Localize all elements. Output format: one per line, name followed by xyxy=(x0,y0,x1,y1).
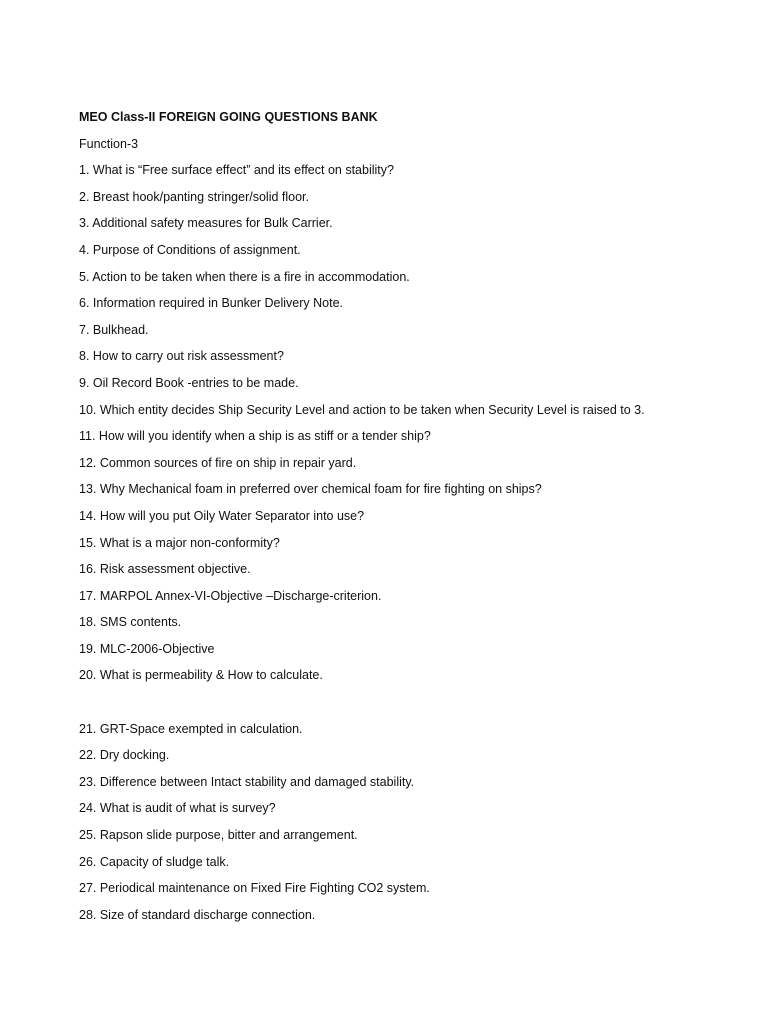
question-item: 19. MLC-2006-Objective xyxy=(79,641,215,656)
question-item: 17. MARPOL Annex-VI-Objective –Discharge-criterion. xyxy=(79,588,382,603)
question-item: 21. GRT-Space exempted in calculation. xyxy=(79,721,303,736)
question-item: 24. What is audit of what is survey? xyxy=(79,801,276,816)
question-item: 9. Oil Record Book -entries to be made. xyxy=(79,375,299,390)
question-item: 23. Difference between Intact stability and damaged stability. xyxy=(79,774,415,789)
document-subtitle: Function-3 xyxy=(79,136,139,151)
question-item: 14. How will you put Oily Water Separator into use? xyxy=(79,508,365,523)
question-item: 26. Capacity of sludge talk. xyxy=(79,854,230,869)
question-item: 7. Bulkhead. xyxy=(79,322,149,337)
question-item: 8. How to carry out risk assessment? xyxy=(79,349,284,364)
question-item: 28. Size of standard discharge connection. xyxy=(79,907,316,922)
question-item: 25. Rapson slide purpose, bitter and arrangement. xyxy=(79,828,358,843)
question-item: 12. Common sources of fire on ship in repair yard. xyxy=(79,455,357,470)
question-item: 18. SMS contents. xyxy=(79,615,182,630)
question-item: 5. Action to be taken when there is a fire in accommodation. xyxy=(79,269,410,284)
question-item: 6. Information required in Bunker Delivery Note. xyxy=(79,296,344,311)
question-item: 15. What is a major non-conformity? xyxy=(79,535,280,550)
question-item: 2. Breast hook/panting stringer/solid floor. xyxy=(79,189,309,204)
question-item: 4. Purpose of Conditions of assignment. xyxy=(79,242,301,257)
document-content xyxy=(79,109,739,933)
section-gap xyxy=(79,694,739,721)
question-item: 11. How will you identify when a ship is as stiff or a tender ship? xyxy=(79,429,431,444)
question-item: 20. What is permeability & How to calculate. xyxy=(79,668,323,683)
document-title: MEO Class-II FOREIGN GOING QUESTIONS BANK xyxy=(79,110,378,124)
question-item: 13. Why Mechanical foam in preferred over chemical foam for fire fighting on ships? xyxy=(79,482,542,497)
question-item: 1. What is “Free surface effect” and its effect on stability? xyxy=(79,163,394,178)
question-item: 3. Additional safety measures for Bulk Carrier. xyxy=(79,216,333,231)
question-item: 22. Dry docking. xyxy=(79,748,170,763)
question-item: 16. Risk assessment objective. xyxy=(79,562,251,577)
question-item: 27. Periodical maintenance on Fixed Fire Fighting CO2 system. xyxy=(79,881,430,896)
question-item: 10. Which entity decides Ship Security Level and action to be taken when Security Level is raised to 3. xyxy=(79,402,645,417)
